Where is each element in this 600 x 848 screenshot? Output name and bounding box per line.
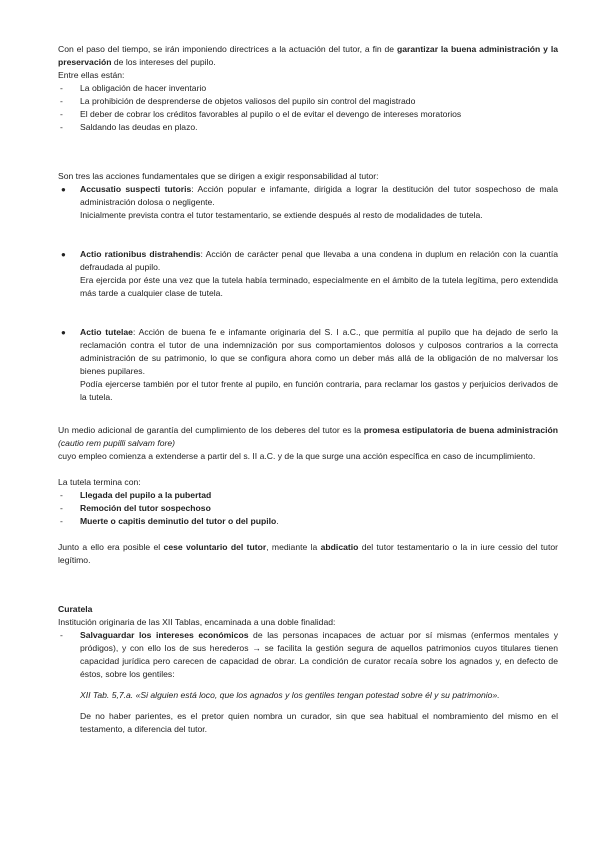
action-item-tutelae: [58, 326, 558, 404]
promise-latin: (cautio rem pupilli salvam fore): [58, 438, 176, 448]
promise-continuation: cuyo empleo comienza a extenderse a partir del s. II a.C. y de la que surge una acción específica en caso de incumplimiento.: [58, 451, 536, 461]
curatela-heading-text: Curatela: [58, 604, 93, 614]
intro-text-end: de los intereses del pupilo.: [111, 57, 216, 67]
curatela-heading: [58, 603, 558, 616]
bullet-icon: ●: [61, 328, 66, 337]
action-extra: Era ejercida por éste una vez que la tutela había terminado, especialmente en el ámbito de la tutela legítima, pero extendida más tarde a cualquier clase de tutela.: [80, 275, 558, 298]
document-body: [58, 43, 558, 736]
action-title: Accusatio suspecti tutoris: [80, 184, 192, 194]
end-title: La tutela termina con:: [58, 477, 141, 487]
list-item: [58, 515, 558, 528]
action-extra: Podía ejercerse también por el tutor frente al pupilo, en función contraria, para reclamar los gastos y perjuicios derivados de la tutela.: [80, 379, 558, 402]
curatela-list: [58, 629, 558, 681]
cese-text: , mediante la: [266, 542, 321, 552]
list-item: [58, 489, 558, 502]
promise-paragraph: [58, 424, 558, 450]
action-title: Actio rationibus distrahendis: [80, 249, 201, 259]
list-item: [58, 629, 558, 681]
list-item: - La prohibición de desprenderse de objetos valiosos del pupilo sin control del magistrado: [58, 95, 558, 108]
curatela-item-text: de las personas incapaces de actuar por sí mismas (enfermos mentales y pródigos), y con ello los de sus herederos → se facilita la gestión segura de aquellos patrimonios cuyos titulares tienen capacidad jurídica pero carecen de capacidad de obrar. La condición de curator recaía sobre los agnados y, en defecto de éstos, sobre los gentiles:: [80, 630, 558, 679]
curatela-intro: Institución originaria de las XII Tablas, encaminada a una doble finalidad:: [58, 617, 336, 627]
action-description: : Acción popular e infamante, dirigida a lograr la destitución del tutor sospechoso de mala administración dolosa o negligente.: [80, 184, 558, 207]
duties-list: [58, 82, 558, 134]
action-item-text: [80, 183, 558, 209]
cese-bold: cese voluntario del tutor: [163, 542, 267, 552]
promise-bold: promesa estipulatoria de buena administración: [363, 425, 558, 435]
action-extra: Inicialmente prevista contra el tutor testamentario, se extiende después al resto de modalidades de tutela.: [80, 210, 483, 220]
action-item-text: [80, 326, 558, 378]
action-item-text: [80, 248, 558, 274]
intro-paragraph: [58, 43, 558, 69]
curatela-item-title: Salvaguardar los intereses económicos: [80, 630, 249, 640]
end-list: [58, 489, 558, 528]
end-item-text: Muerte o capitis deminutio del tutor o del pupilo: [80, 516, 277, 526]
cese-paragraph: [58, 541, 558, 567]
action-item-rationibus: [58, 248, 558, 300]
cese-text: Junto a ello era posible el: [58, 542, 164, 552]
curatela-final-paragraph: De no haber parientes, es el pretor quien nombra un curador, sin que sea habitual el nombramiento del mismo en el testamento, a diferencia del tutor.: [80, 711, 558, 734]
action-description: : Acción de buena fe e infamante originaria del S. I a.C., que permitía al pupilo que ha dejado de serlo la reclamación contra el tutor de una indemnización por sus comportamientos dolosos y culposos contrarios a la correcta administración de su patrimonio, lo que se configura ahora como un deber más allá de la obligación de no malversar los bienes pupilares.: [80, 327, 558, 376]
duties-list-title: Entre ellas están:: [58, 70, 125, 80]
list-item: - Saldando las deudas en plazo.: [58, 121, 558, 134]
abdicatio-bold: abdicatio: [320, 542, 359, 552]
action-description: : Acción de carácter penal que llevaba a una condena in duplum en relación con la cuantía defraudada al pupilo.: [80, 249, 558, 272]
list-item: [58, 502, 558, 515]
bullet-icon: ●: [61, 250, 66, 259]
intro-text: Con el paso del tiempo, se irán imponiendo directrices a la actuación del tutor, a fin de: [58, 44, 397, 54]
list-item: - El deber de cobrar los créditos favorables al pupilo o el de evitar el devengo de intereses moratorios: [58, 108, 558, 121]
end-item-text: Remoción del tutor sospechoso: [80, 503, 211, 513]
action-item-accusatio: [58, 183, 558, 222]
legal-quote: XII Tab. 5,7.a. «Si alguien está loco, que los agnados y los gentiles tengan potestad sobre él y su patrimonio».: [80, 690, 500, 700]
list-item: - La obligación de hacer inventario: [58, 82, 558, 95]
intro-bold: garantizar la buena administración y la preservación: [58, 44, 558, 67]
cese-text-end: del tutor testamentario o la in iure cessio del tutor legítimo.: [58, 542, 558, 565]
end-item-text: Llegada del pupilo a la pubertad: [80, 490, 212, 500]
promise-text: Un medio adicional de garantía del cumplimiento de los deberes del tutor es la: [58, 425, 364, 435]
action-title: Actio tutelae: [80, 327, 133, 337]
end-item-suffix: .: [276, 516, 279, 526]
bullet-icon: ●: [61, 185, 66, 194]
actions-intro: Son tres las acciones fundamentales que se dirigen a exigir responsabilidad al tutor:: [58, 171, 379, 181]
